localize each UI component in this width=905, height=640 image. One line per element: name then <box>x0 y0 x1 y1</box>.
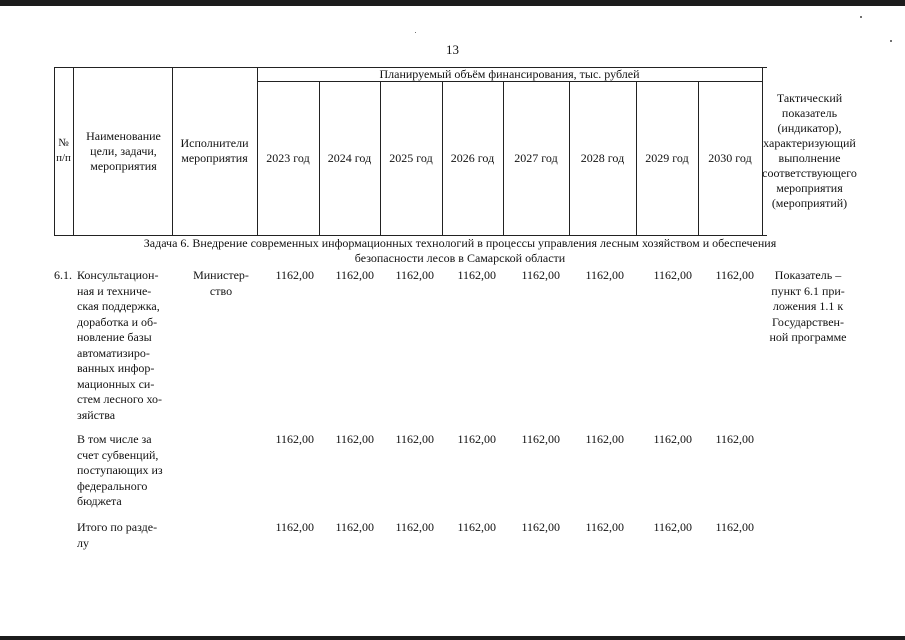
row-value-2023: 1162,00 <box>275 432 314 446</box>
row-value-2026: 1162,00 <box>457 520 496 534</box>
row-value-2024: 1162,00 <box>335 432 374 446</box>
header-col-executors: Исполнители мероприятия <box>180 136 249 165</box>
row-executor: Министер- ство <box>193 268 249 298</box>
row-name: Консультацион- ная и техниче- ская поддержка, доработка и об- новление базы автоматизиро- ванных инфор- мационных си- стем лесного хо- зяйства <box>77 268 163 422</box>
row-value-2029: 1162,00 <box>653 268 692 282</box>
task-line-2: безопасности лесов в Самарской области <box>354 251 566 265</box>
row-value-2026: 1162,00 <box>457 432 496 446</box>
row-value-2027: 1162,00 <box>521 520 560 534</box>
header-col-number: № п/п <box>56 137 71 164</box>
row-value-2027: 1162,00 <box>521 268 560 282</box>
header-col-name: Наименование цели, задачи, мероприятия <box>86 128 161 173</box>
row-value-2029: 1162,00 <box>653 520 692 534</box>
row-value-2030: 1162,00 <box>715 520 754 534</box>
task-heading <box>60 236 860 266</box>
header-year-2029: 2029 год <box>645 150 689 165</box>
header-year-2023: 2023 год <box>266 150 310 165</box>
header-year-2024: 2024 год <box>327 150 372 165</box>
row-value-2025: 1162,00 <box>395 268 434 282</box>
header-year-2027: 2027 год <box>514 150 558 165</box>
scan-speck <box>415 32 416 33</box>
row-name: Итого по разде- лу <box>77 520 158 550</box>
row-value-2029: 1162,00 <box>653 432 692 446</box>
row-indicator: Показатель – пункт 6.1 при- ложения 1.1 к Государствен- ной программе <box>769 268 847 344</box>
header-funding-title: Планируемый объём финансирования, тыс. рублей <box>379 66 640 81</box>
row-value-2030: 1162,00 <box>715 432 754 446</box>
row-value-2024: 1162,00 <box>335 268 374 282</box>
row-value-2023: 1162,00 <box>275 520 314 534</box>
row-value-2023: 1162,00 <box>275 268 314 282</box>
scan-top-border <box>0 0 905 6</box>
row-number: 6.1. <box>54 268 72 282</box>
row-name: В том числе за счет субвенций, поступающих из федерального бюджета <box>77 432 163 508</box>
row-value-2028: 1162,00 <box>585 268 624 282</box>
page-number: 13 <box>446 42 459 57</box>
row-value-2030: 1162,00 <box>715 268 754 282</box>
header-year-2026: 2026 год <box>450 150 495 165</box>
task-line-1: Задача 6. Внедрение современных информационных технологий в процессы управления лесным хозяйством и обеспечения <box>143 236 777 250</box>
scan-speck <box>890 40 892 42</box>
header-year-2028: 2028 год <box>580 150 625 165</box>
scan-speck <box>860 16 862 18</box>
row-value-2026: 1162,00 <box>457 268 496 282</box>
header-year-2025: 2025 год <box>389 150 433 165</box>
row-value-2025: 1162,00 <box>395 432 434 446</box>
row-value-2025: 1162,00 <box>395 520 434 534</box>
row-value-2028: 1162,00 <box>585 520 624 534</box>
scan-bottom-border <box>0 636 905 640</box>
header-year-2030: 2030 год <box>708 150 752 165</box>
row-value-2028: 1162,00 <box>585 432 624 446</box>
header-vline <box>73 67 74 235</box>
header-col-indicator: Тактический показатель (индикатор), характеризующий выполнение соответствующего мероприятия (мероприятий) <box>762 91 857 210</box>
row-value-2027: 1162,00 <box>521 432 560 446</box>
row-value-2024: 1162,00 <box>335 520 374 534</box>
